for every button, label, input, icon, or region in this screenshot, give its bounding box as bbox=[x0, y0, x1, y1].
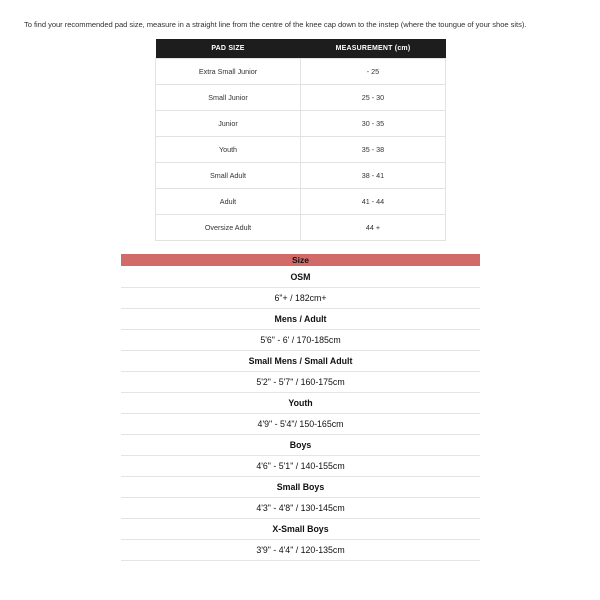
size-label: OSM bbox=[121, 266, 480, 288]
measurement-cell: 38 - 41 bbox=[301, 163, 446, 189]
size-height: 5'6" - 6' / 170-185cm bbox=[121, 330, 480, 351]
size-height: 4'3" - 4'8" / 130-145cm bbox=[121, 498, 480, 519]
measurement-header: MEASUREMENT (cm) bbox=[301, 39, 446, 59]
measurement-cell: 44 + bbox=[301, 215, 446, 241]
table-row bbox=[156, 85, 446, 111]
size-header: Size bbox=[121, 254, 480, 266]
table-row bbox=[156, 163, 446, 189]
measurement-cell: 25 - 30 bbox=[301, 85, 446, 111]
table-row bbox=[156, 215, 446, 241]
size-label: Small Boys bbox=[121, 477, 480, 498]
size-label: Youth bbox=[121, 393, 480, 414]
size-label: Small Mens / Small Adult bbox=[121, 351, 480, 372]
size-list bbox=[121, 254, 480, 561]
pad-size-cell: Extra Small Junior bbox=[156, 59, 301, 85]
table-row bbox=[156, 111, 446, 137]
pad-size-cell: Junior bbox=[156, 111, 301, 137]
size-height: 3'9" - 4'4" / 120-135cm bbox=[121, 540, 480, 561]
pad-size-cell: Oversize Adult bbox=[156, 215, 301, 241]
pad-size-cell: Adult bbox=[156, 189, 301, 215]
size-height: 6"+ / 182cm+ bbox=[121, 288, 480, 309]
size-label: Mens / Adult bbox=[121, 309, 480, 330]
pad-size-table bbox=[155, 39, 446, 241]
size-label: Boys bbox=[121, 435, 480, 456]
measurement-cell: - 25 bbox=[301, 59, 446, 85]
measurement-cell: 30 - 35 bbox=[301, 111, 446, 137]
measurement-cell: 35 - 38 bbox=[301, 137, 446, 163]
pad-size-cell: Small Adult bbox=[156, 163, 301, 189]
intro-text: To find your recommended pad size, measure in a straight line from the centre of the knee cap down to the instep (where the toungue of your shoe sits). bbox=[24, 20, 527, 29]
size-height: 5'2" - 5'7" / 160-175cm bbox=[121, 372, 480, 393]
size-label: X-Small Boys bbox=[121, 519, 480, 540]
pad-size-cell: Small Junior bbox=[156, 85, 301, 111]
pad-size-cell: Youth bbox=[156, 137, 301, 163]
size-height: 4'6" - 5'1" / 140-155cm bbox=[121, 456, 480, 477]
size-height: 4'9" - 5'4"/ 150-165cm bbox=[121, 414, 480, 435]
pad-size-header: PAD SIZE bbox=[156, 39, 301, 59]
table-row bbox=[156, 189, 446, 215]
pad-table-header-row bbox=[156, 39, 446, 59]
measurement-cell: 41 - 44 bbox=[301, 189, 446, 215]
table-row bbox=[156, 59, 446, 85]
table-row bbox=[156, 137, 446, 163]
